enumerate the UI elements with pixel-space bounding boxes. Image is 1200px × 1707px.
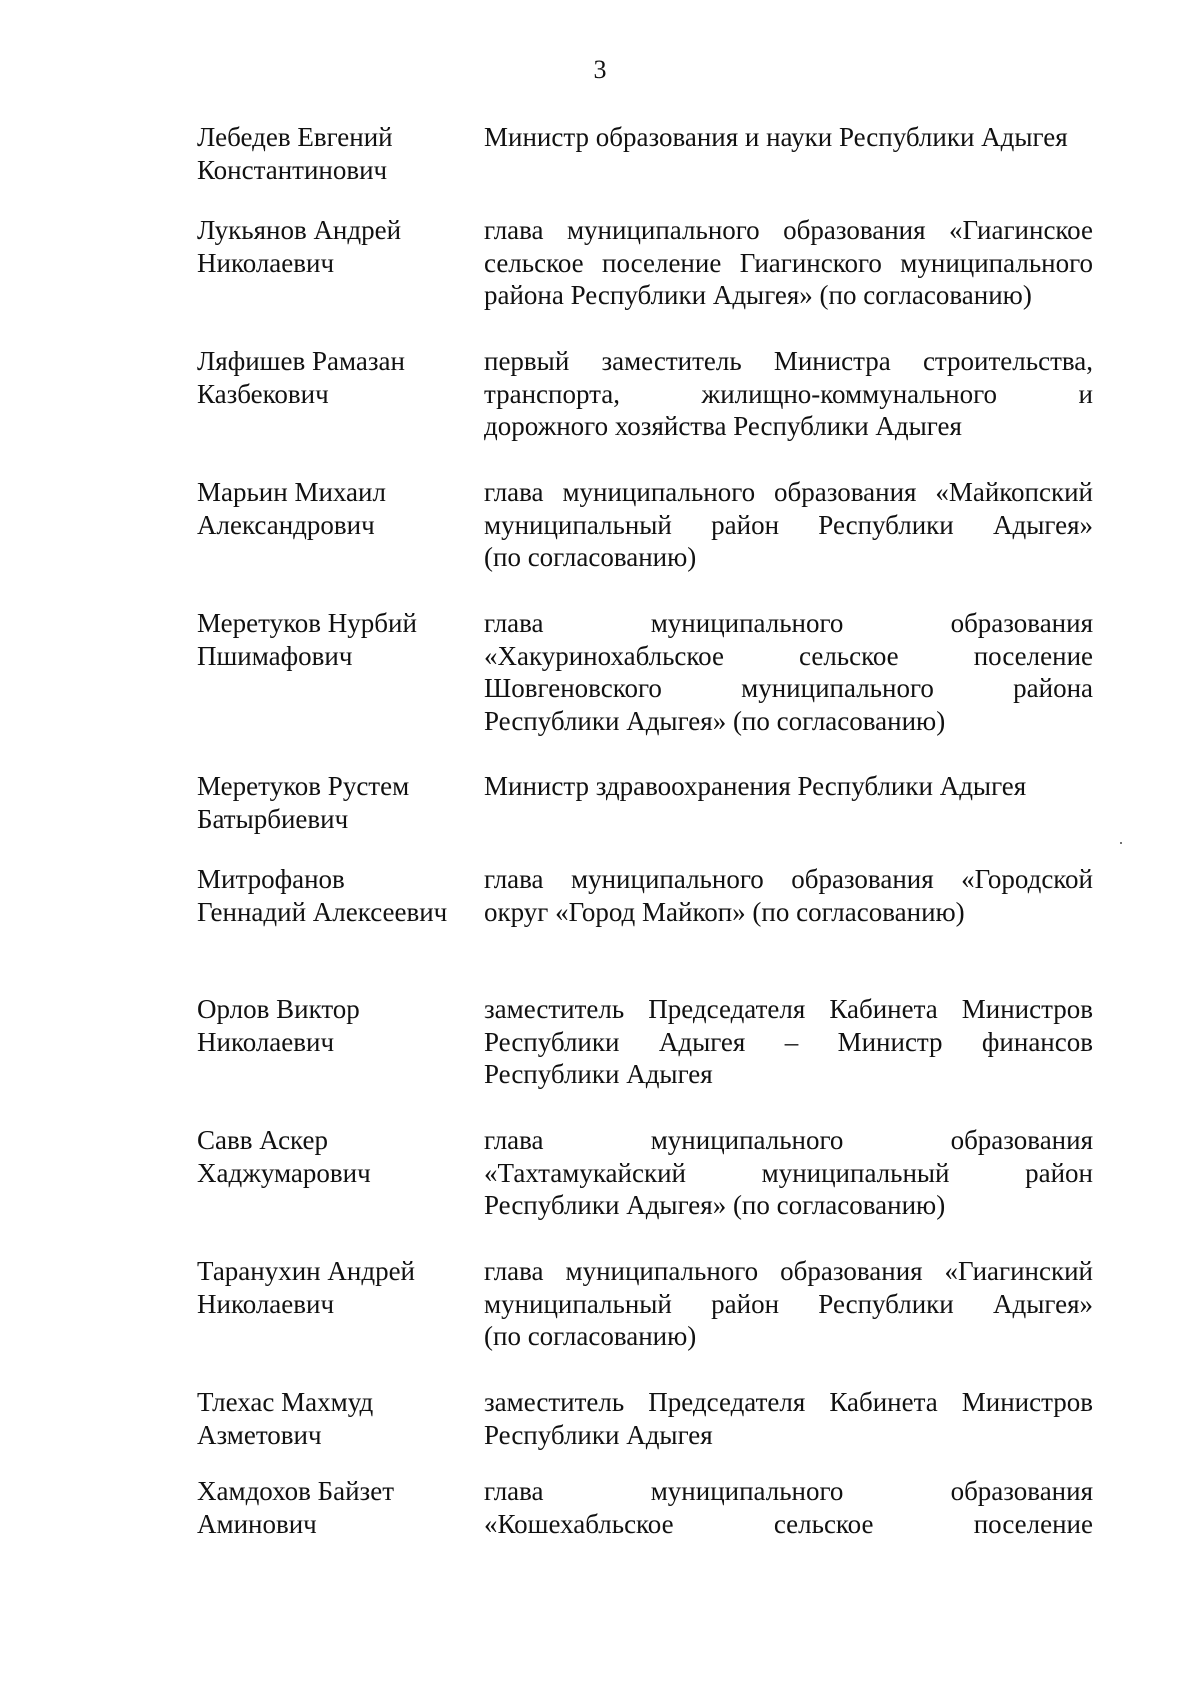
member-name-line: Николаевич (197, 247, 335, 278)
member-position (484, 476, 1093, 574)
member-name-line: Митрофанов (197, 864, 345, 894)
member-position-line: глава муниципального образования «Городской (484, 864, 1093, 894)
member-position-line: глава муниципального образования (484, 1476, 1093, 1506)
member-name-line: Хамдохов Байзет (197, 1476, 394, 1506)
member-name-line: Константинович (197, 154, 388, 185)
member-name (197, 121, 477, 186)
member-position (484, 1255, 1093, 1353)
member-position-line: «Кошехабльское сельское поселение (484, 1508, 1093, 1539)
member-name-line: Александрович (197, 509, 375, 540)
member-name (197, 1124, 477, 1189)
member-name (197, 1255, 477, 1320)
member-name-line: Лебедев Евгений (197, 122, 393, 152)
member-position-line: муниципальный район Республики Адыгея» (484, 509, 1093, 540)
member-position-line: заместитель Председателя Кабинета Министров (484, 1387, 1093, 1417)
member-name (197, 476, 477, 541)
member-position-line: «Тахтамукайский муниципальный район (484, 1157, 1093, 1188)
member-name (197, 1386, 477, 1451)
member-position-line: глава муниципального образования (484, 1125, 1093, 1155)
member-name (197, 863, 477, 928)
member-position (484, 121, 1093, 154)
member-name-line: Таранухин Андрей (197, 1256, 416, 1286)
member-position (484, 1475, 1093, 1540)
member-name-line: Азметович (197, 1419, 322, 1450)
member-name-line: Меретуков Нурбий (197, 608, 417, 638)
member-name-line: Батырбиевич (197, 803, 349, 834)
member-name-line: Меретуков Рустем (197, 771, 410, 801)
member-position-line: сельское поселение Гиагинского муниципального (484, 247, 1093, 278)
member-name (197, 1475, 477, 1540)
member-name-line: Геннадий Алексеевич (197, 896, 448, 927)
member-name (197, 993, 477, 1058)
member-name (197, 770, 477, 835)
member-position-line: Шовгеновского муниципального района (484, 673, 1093, 703)
member-position-line: Республики Адыгея (484, 1059, 713, 1089)
member-position-line: Республики Адыгея» (по согласованию) (484, 1190, 946, 1220)
member-name-line: Николаевич (197, 1288, 335, 1319)
member-position (484, 863, 1093, 928)
member-position (484, 1124, 1093, 1222)
scan-speck (1120, 842, 1122, 844)
member-position-line: Республики Адыгея – Министр финансов (484, 1026, 1093, 1057)
member-name-line: Николаевич (197, 1026, 335, 1057)
member-name-line: Хаджумарович (197, 1157, 371, 1188)
member-name-line: Орлов Виктор (197, 994, 360, 1024)
member-position-line: района Республики Адыгея» (по согласованию) (484, 280, 1032, 310)
member-name-line: Савв Аскер (197, 1125, 328, 1155)
member-name (197, 607, 477, 672)
member-position-line: транспорта, жилищно-коммунального и (484, 378, 1093, 409)
member-position-line: муниципальный район Республики Адыгея» (484, 1288, 1093, 1319)
member-position-line: Министр образования и науки Республики Адыгея (484, 122, 1068, 152)
member-position-line: глава муниципального образования (484, 608, 1093, 638)
member-name-line: Тлехас Махмуд (197, 1387, 374, 1417)
member-position (484, 1386, 1093, 1451)
member-position-line: заместитель Председателя Кабинета Министров (484, 994, 1093, 1024)
member-position (484, 607, 1093, 737)
member-position (484, 993, 1093, 1091)
member-position-line: глава муниципального образования «Майкопский (484, 477, 1093, 507)
member-name-line: Лукьянов Андрей (197, 215, 402, 245)
member-name-line: Казбекович (197, 378, 329, 409)
member-position-line: «Хакуринохабльское сельское поселение (484, 640, 1093, 671)
member-position (484, 214, 1093, 312)
member-position-line: Республики Адыгея» (по согласованию) (484, 705, 946, 736)
member-position-line: (по согласованию) (484, 1321, 697, 1351)
page-number: 3 (593, 55, 607, 84)
member-position-line: (по согласованию) (484, 542, 697, 572)
member-name-line: Ляфишев Рамазан (197, 346, 405, 376)
member-position (484, 770, 1093, 803)
member-name-line: Аминович (197, 1508, 317, 1539)
member-position-line: дорожного хозяйства Республики Адыгея (484, 411, 962, 441)
member-name (197, 214, 477, 279)
member-position-line: Республики Адыгея (484, 1419, 713, 1450)
member-position-line: глава муниципального образования «Гиагинский (484, 1256, 1093, 1286)
member-name (197, 345, 477, 410)
member-name-line: Пшимафович (197, 640, 353, 671)
member-position-line: округ «Город Майкоп» (по согласованию) (484, 896, 965, 927)
member-name-line: Марьин Михаил (197, 477, 386, 507)
member-position (484, 345, 1093, 443)
member-position-line: первый заместитель Министра строительства, (484, 346, 1093, 376)
member-position-line: Министр здравоохранения Республики Адыгея (484, 771, 1027, 801)
member-position-line: глава муниципального образования «Гиагинское (484, 215, 1093, 245)
